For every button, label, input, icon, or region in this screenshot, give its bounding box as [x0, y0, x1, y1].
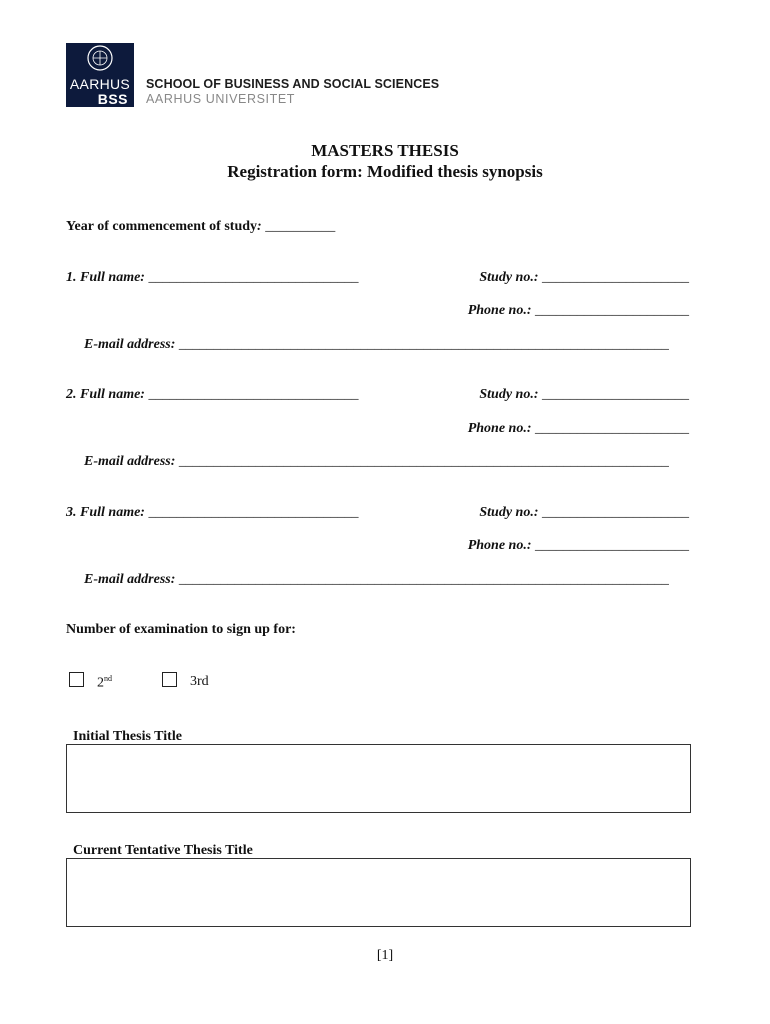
student-3-study-blank: _____________________ [542, 505, 689, 520]
student-2-email-field[interactable] [84, 454, 669, 470]
year-label: Year of commencement of study [66, 219, 258, 234]
student-3-name-field[interactable] [66, 505, 358, 521]
student-1-email-blank: ______________________________________________________________________ [178, 337, 669, 352]
exam-3rd-label: 3rd [190, 674, 209, 689]
year-blank: __________ [265, 219, 336, 234]
student-1-phone-blank: ______________________ [535, 303, 689, 318]
exam-2nd-label [97, 674, 112, 692]
school-name: SCHOOL OF BUSINESS AND SOCIAL SCIENCES [146, 77, 440, 91]
page-number: [1] [376, 948, 394, 963]
student-3-phone-label: Phone no.: [467, 538, 532, 553]
student-3-name-blank: ______________________________ [148, 505, 359, 520]
student-3-study-label: Study no.: [479, 505, 539, 520]
exam-2nd-checkbox[interactable] [69, 672, 84, 687]
student-3-name-label: 3. Full name: [66, 505, 145, 520]
student-2-name-field[interactable] [66, 387, 358, 403]
student-2-phone-field[interactable] [468, 421, 689, 437]
exam-2nd-suffix: nd [104, 674, 112, 683]
university-name: AARHUS UNIVERSITET [146, 92, 296, 106]
student-1-name-blank: ______________________________ [148, 270, 359, 285]
student-3-phone-field[interactable] [468, 538, 689, 554]
page-subtitle: Registration form: Modified thesis synopsis [227, 162, 543, 181]
exam-2nd-base: 2 [97, 675, 104, 691]
student-3-email-blank: ______________________________________________________________________ [178, 572, 669, 587]
student-1-phone-field[interactable] [468, 303, 689, 319]
student-3-phone-blank: ______________________ [535, 538, 689, 553]
exam-number-label: Number of examination to sign up for: [66, 622, 296, 637]
exam-3rd-checkbox[interactable] [162, 672, 177, 687]
logo-bss-text: BSS [97, 91, 128, 107]
student-2-phone-label: Phone no.: [467, 421, 532, 436]
initial-thesis-title-label: Initial Thesis Title [73, 729, 182, 744]
student-2-phone-blank: ______________________ [535, 421, 689, 436]
student-2-email-label: E-mail address: [84, 454, 176, 469]
student-1-study-label: Study no.: [479, 270, 539, 285]
student-1-phone-label: Phone no.: [467, 303, 532, 318]
student-3-study-field[interactable] [479, 505, 689, 521]
student-1-name-label: 1. Full name: [66, 270, 145, 285]
current-thesis-title-label: Current Tentative Thesis Title [73, 843, 253, 858]
initial-thesis-title-box[interactable] [66, 744, 691, 813]
university-seal-icon [80, 44, 120, 72]
student-1-study-field[interactable] [479, 270, 689, 286]
current-thesis-title-box[interactable] [66, 858, 691, 927]
student-2-email-blank: ______________________________________________________________________ [178, 454, 669, 469]
page-title: MASTERS THESIS [311, 141, 459, 160]
student-2-study-field[interactable] [479, 387, 689, 403]
logo-aarhus-text: AARHUS [69, 76, 131, 92]
year-of-commencement-field[interactable] [66, 219, 335, 235]
aarhus-bss-logo [66, 43, 134, 107]
student-2-name-blank: ______________________________ [148, 387, 359, 402]
student-3-email-field[interactable] [84, 572, 669, 588]
student-1-email-label: E-mail address: [84, 337, 176, 352]
student-2-name-label: 2. Full name: [66, 387, 145, 402]
student-2-study-blank: _____________________ [542, 387, 689, 402]
student-2-study-label: Study no.: [479, 387, 539, 402]
student-1-study-blank: _____________________ [542, 270, 689, 285]
student-1-email-field[interactable] [84, 337, 669, 353]
student-3-email-label: E-mail address: [84, 572, 176, 587]
year-colon: : [257, 219, 262, 234]
student-1-name-field[interactable] [66, 270, 358, 286]
